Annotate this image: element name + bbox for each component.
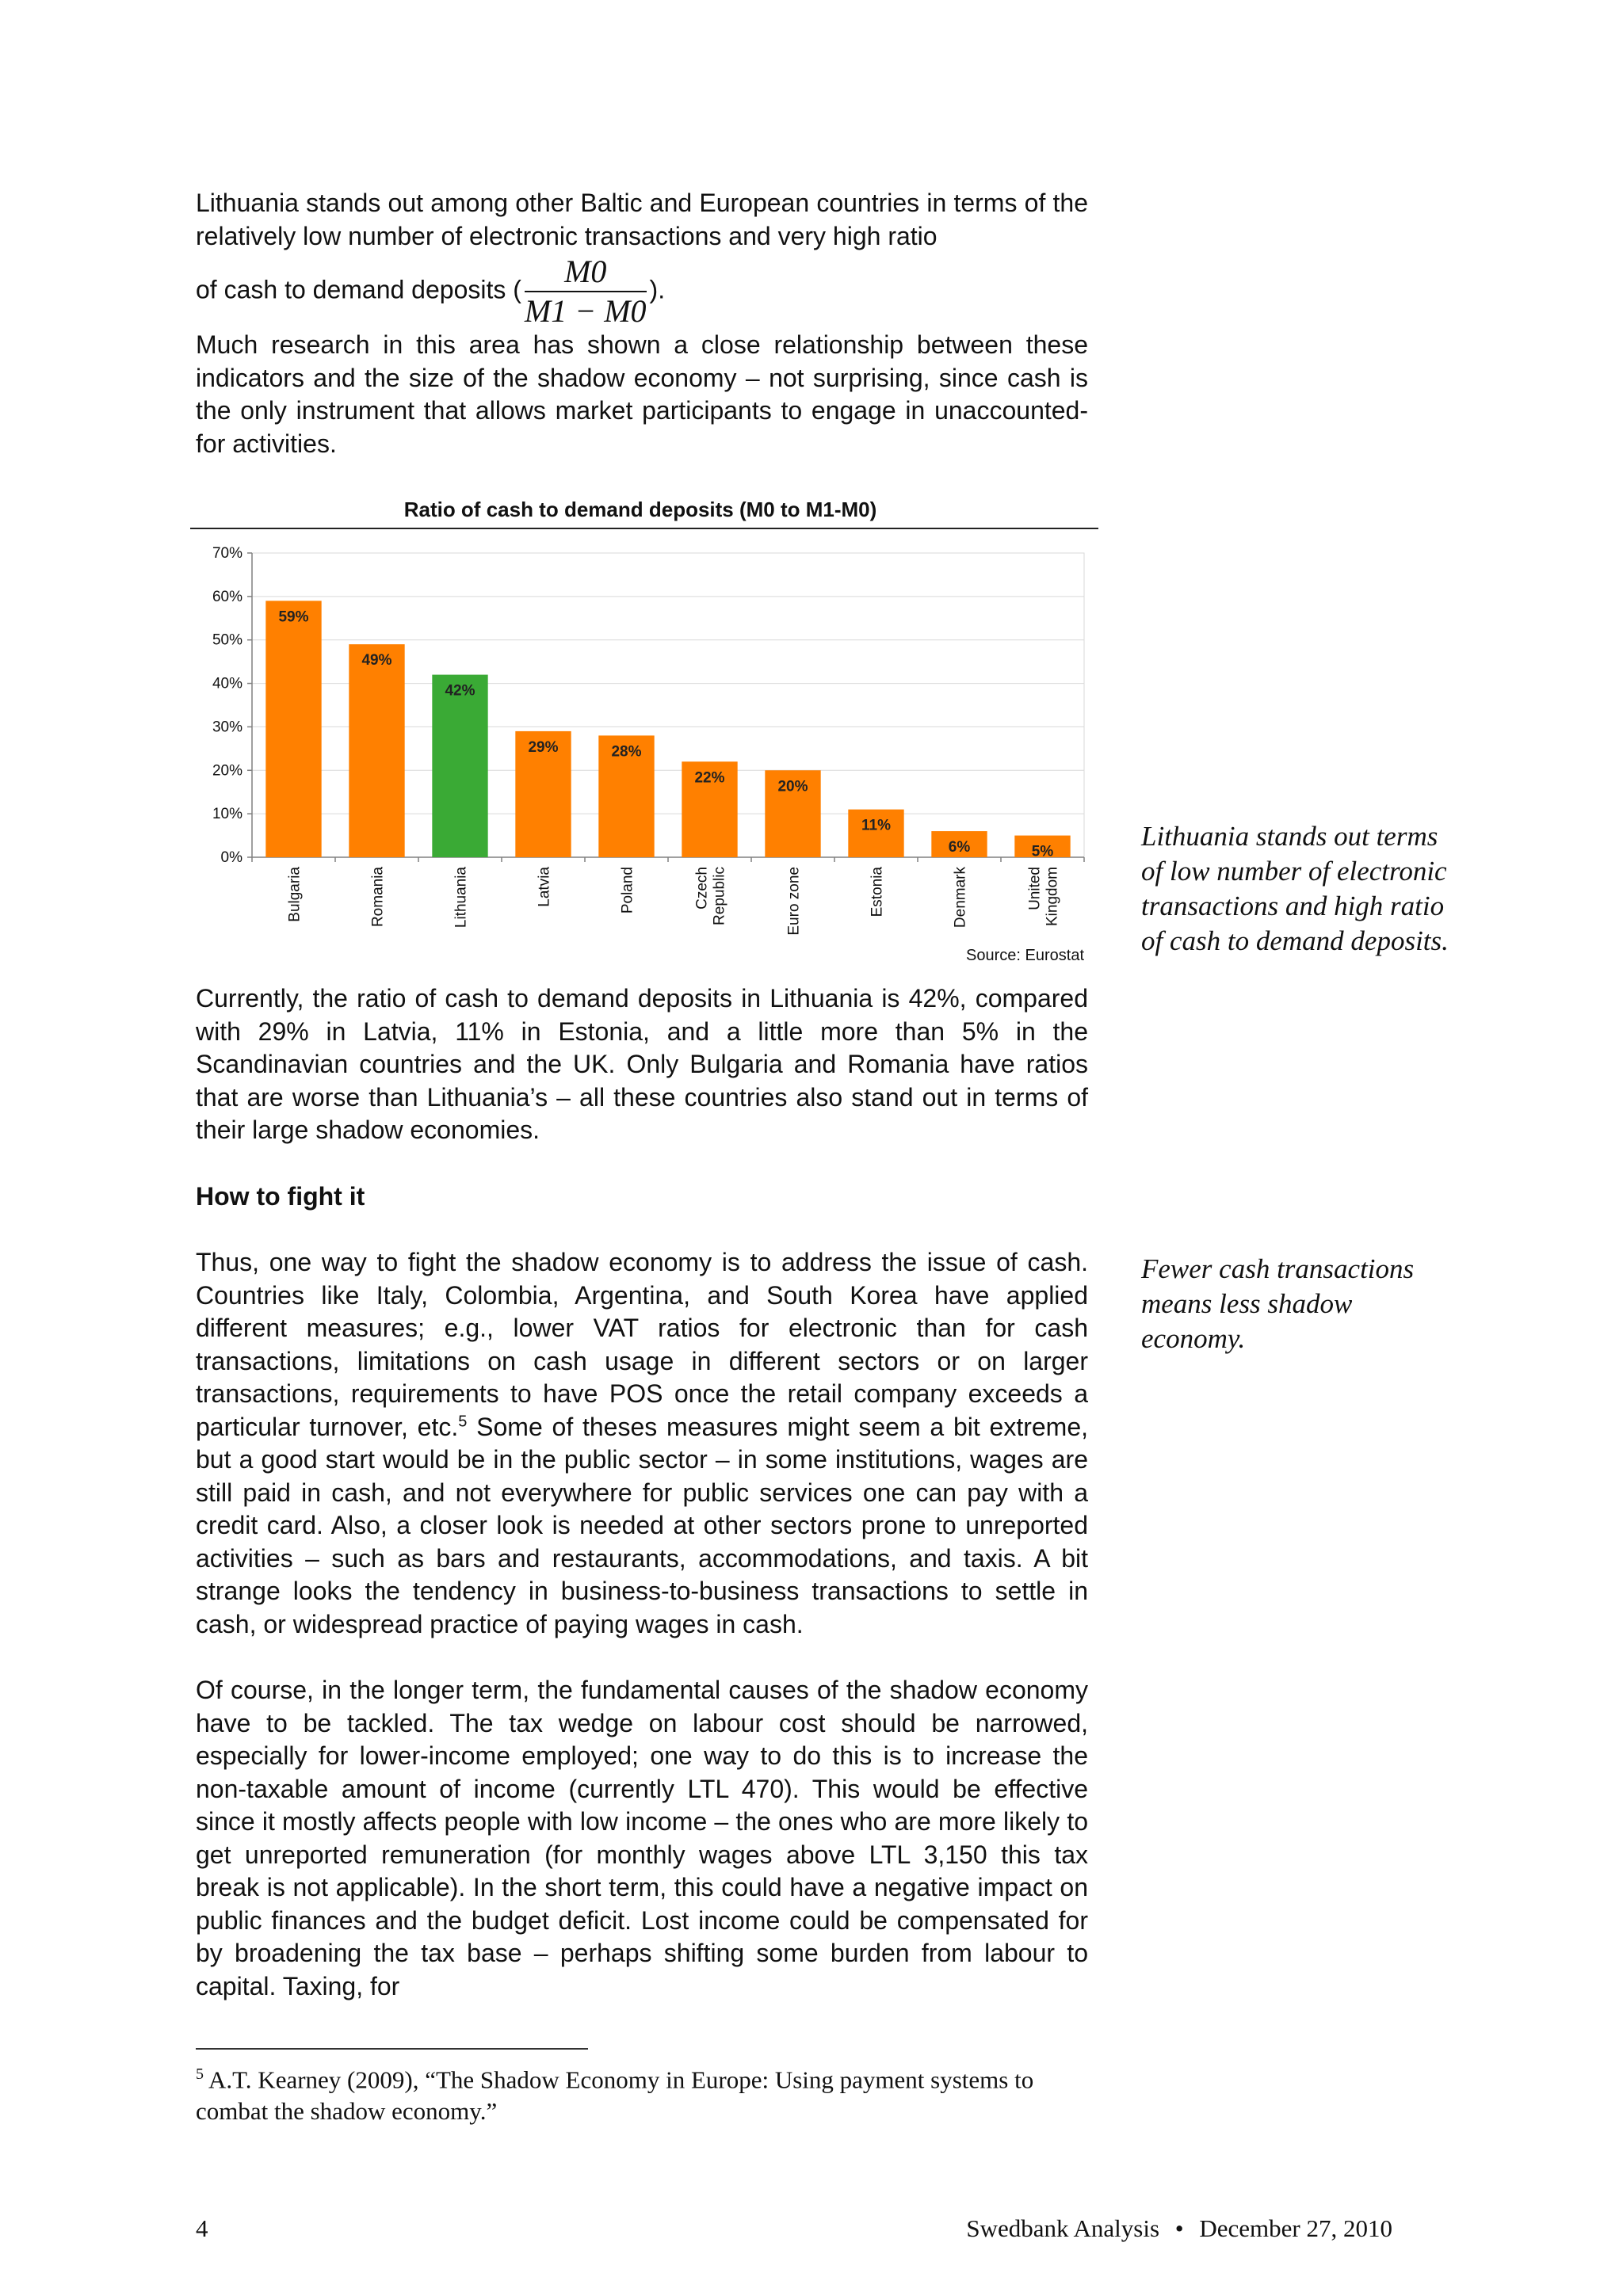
x-tick-label: Euro zone: [785, 867, 803, 936]
x-tick-label: Bulgaria: [286, 867, 304, 922]
bar-romania: [349, 644, 404, 857]
y-tick-label: 40%: [212, 675, 242, 692]
body-section: [196, 982, 1088, 2003]
formula-numerator: M0: [525, 254, 647, 292]
side-note-1: Lithuania stands out terms of low number of electronic transactions and high ratio of cash to demand deposits.: [1141, 821, 1449, 956]
x-tick-label: Romania: [369, 867, 387, 928]
x-category-label: [537, 867, 553, 907]
bar-bulgaria: [265, 601, 321, 857]
x-tick-label: Czech: [693, 867, 711, 910]
footnote: [196, 2058, 1088, 2127]
intro-line-2-text: of cash to demand deposits (: [196, 275, 521, 304]
y-tick-label: 60%: [212, 588, 242, 605]
x-tick-label: Estonia: [869, 867, 886, 917]
x-tick-label: United: [1026, 867, 1044, 910]
paragraph-current-ratio: Currently, the ratio of cash to demand deposits in Lithuania is 42%, compared with 29% in Latvia, 11% in Estonia, and a little more than 5% in the Scandinavian countries and the UK. Only Bulgaria and Romania have ratios that are worse than Lithuania’s – all these countries also stand out in terms of their large shadow economies.: [196, 984, 1088, 1144]
footnote-number: 5: [196, 2065, 204, 2083]
x-tick-label: Lithuania: [453, 867, 470, 929]
intro-paragraph-2: Much research in this area has shown a close relationship between these indicators and the size of the shadow economy – not surprising, since cash is the only instrument that allows market participants to engage in unaccounted-for activities.: [196, 330, 1088, 458]
footnote-rule: [196, 2048, 588, 2050]
cash-ratio-formula: [525, 254, 647, 329]
y-tick-label: 0%: [220, 849, 242, 866]
data-label: 42%: [445, 682, 475, 700]
x-tick-label: Kingdom: [1044, 867, 1061, 926]
data-label: 22%: [694, 769, 725, 787]
chart-title: Ratio of cash to demand deposits (M0 to M1-M0): [403, 498, 877, 521]
x-category-label: [287, 867, 304, 922]
intro-line-2: [196, 254, 1088, 329]
x-category-label: [620, 867, 636, 913]
x-category-label: [869, 867, 886, 917]
x-category-label: [370, 867, 387, 927]
data-label: 6%: [948, 839, 971, 856]
paragraph-fight-part-2: Some of theses measures might seem a bit extreme, but a good start would be in the public sector – in some institutions, wages are still paid in cash, and not everywhere for public services one can pay with a credit card. Also, a closer look is needed at other sectors prone to unreported activities – such as bars and restaurants, accommodations, and taxis. A bit strange looks the tendency in business-to-business transactions to settle in cash, or widespread practice of paying wages in cash.: [196, 1412, 1089, 1638]
intro-line-1: Lithuania stands out among other Baltic and European countries in terms of the relatively low number of electronic transactions and very high ratio: [196, 189, 1088, 250]
x-category-label: [953, 867, 969, 929]
x-tick-label: Republic: [711, 867, 728, 925]
x-category-label: [453, 867, 470, 929]
x-category-label: [1027, 867, 1061, 926]
data-label: 29%: [528, 738, 559, 756]
chart-source: Source: Eurostat: [966, 947, 1084, 964]
x-tick-label: Poland: [619, 867, 636, 914]
data-label: 49%: [361, 652, 392, 669]
footnote-reference: 5: [458, 1412, 468, 1430]
intro-section: [196, 187, 1088, 460]
paragraph-longer-term: Of course, in the longer term, the fundamental causes of the shadow economy have to be tackled. The tax wedge on labour cost should be narrowed, especially for lower-income employed; one way to do this is to increase the non-taxable amount of income (currently LTL 470). This would be effective since it mostly affects people with low income – the ones who are more likely to get unreported remuneration (for monthly wages above LTL 3,150 this tax break is not applicable). In the short term, this could have a negative impact on public finances and the budget deficit. Lost income could be compensated for by broadening the tax base – perhaps shifting some burden from labour to capital. Taxing, for: [196, 1676, 1088, 2000]
publication-date: December 27, 2010: [1199, 2214, 1392, 2242]
footnote-text: A.T. Kearney (2009), “The Shadow Economy in Europe: Using payment systems to combat the shadow economy.”: [196, 2065, 1034, 2126]
y-tick-label: 30%: [212, 719, 242, 736]
x-category-label: [694, 867, 728, 925]
data-label: 5%: [1031, 843, 1054, 860]
y-tick-label: 20%: [212, 762, 242, 780]
intro-line-2-end: ).: [649, 275, 666, 304]
bar-lithuania: [432, 675, 487, 857]
paragraph-fight: [196, 1246, 1088, 1641]
chart-bars: [265, 601, 1070, 857]
cash-ratio-chart: [189, 493, 1100, 968]
x-tick-label: Latvia: [536, 867, 553, 907]
publication-name: Swedbank Analysis: [966, 2214, 1160, 2242]
side-note-2: Fewer cash transactions means less shadow economy.: [1141, 1253, 1415, 1354]
data-label: 20%: [777, 778, 808, 795]
data-label: 59%: [278, 608, 309, 626]
data-label: 28%: [611, 743, 642, 761]
section-heading: How to fight it: [196, 1181, 365, 1211]
y-tick-label: 70%: [212, 545, 242, 562]
x-tick-label: Denmark: [952, 867, 969, 929]
footer-publication: [966, 2214, 1392, 2243]
data-label: 11%: [861, 817, 891, 834]
formula-denominator: M1 − M0: [524, 293, 647, 329]
x-category-label: [786, 867, 803, 936]
paragraph-fight-part-1: Thus, one way to fight the shadow economy is to address the issue of cash. Countries like Italy, Colombia, Argentina, and South Korea have applied different measures; e.g., lower VAT ratios for electronic than for cash transactions, limitations on cash usage in different sectors or on larger transactions, requirements to have POS once the retail company exceeds a particular turnover, etc.: [196, 1248, 1088, 1441]
y-tick-label: 50%: [212, 631, 242, 649]
footer-separator: •: [1174, 2214, 1184, 2242]
y-tick-label: 10%: [212, 806, 242, 823]
page-number: 4: [196, 2214, 208, 2242]
